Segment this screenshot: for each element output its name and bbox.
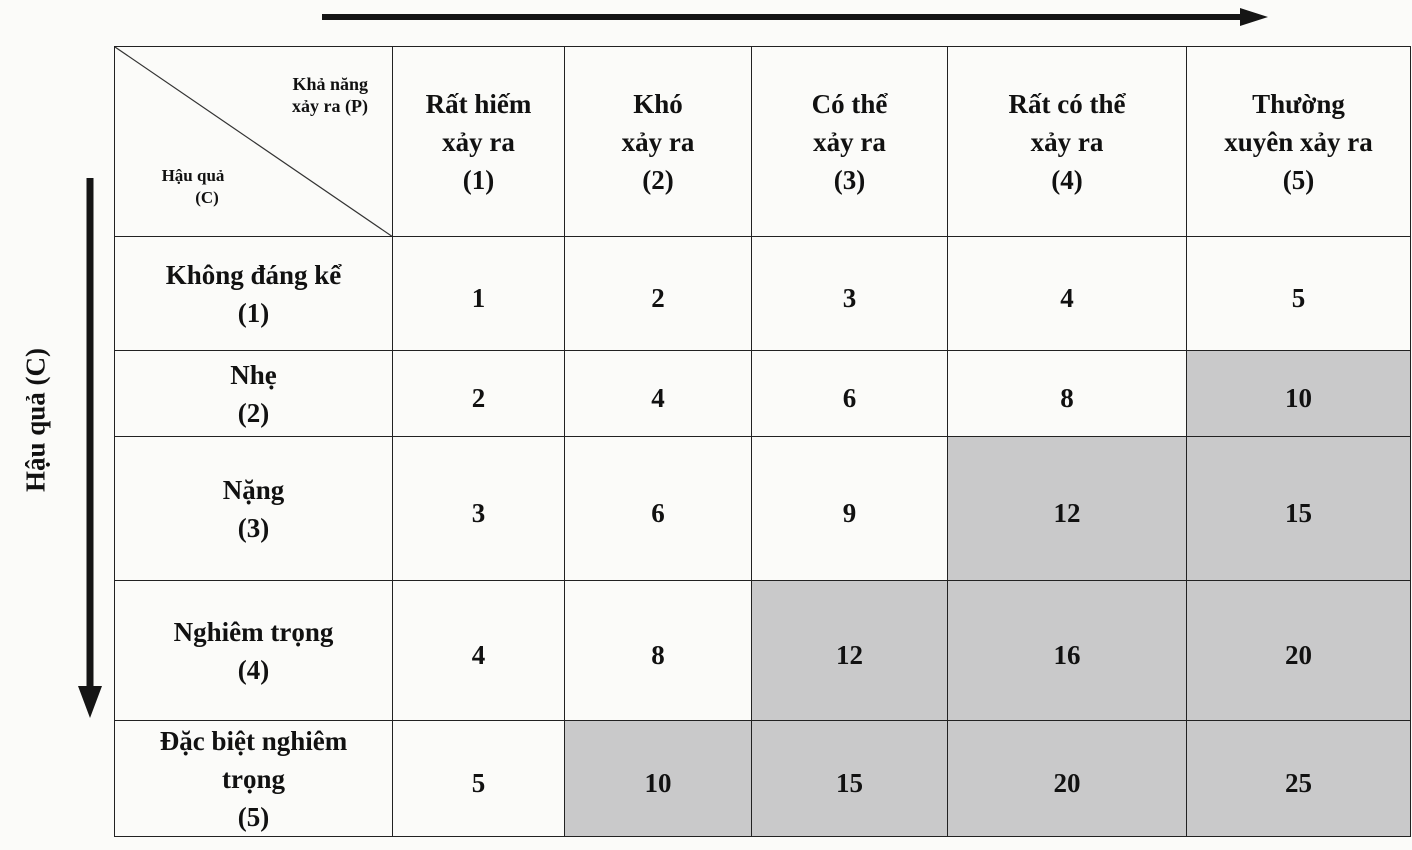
risk-score-value: 12	[836, 640, 863, 670]
risk-score-value: 16	[1053, 640, 1081, 670]
column-header-line: Khó	[633, 88, 683, 119]
risk-score-value: 10	[644, 768, 672, 798]
matrix-row	[115, 237, 1411, 351]
risk-score-value: 5	[471, 768, 486, 798]
consequence-corner-label	[143, 165, 243, 209]
risk-score-cell	[393, 351, 565, 437]
risk-score-cell	[948, 581, 1187, 721]
column-header-line: xảy ra	[813, 126, 886, 157]
column-header-line: (4)	[1051, 164, 1083, 195]
column-header-line: xảy ra	[442, 126, 515, 157]
risk-score-value: 20	[1285, 640, 1312, 670]
risk-score-cell	[1187, 437, 1411, 581]
consequence-corner-line2: (C)	[195, 188, 219, 207]
likelihood-corner-line2: xảy ra (P)	[292, 96, 368, 116]
column-header-line: Rất hiếm	[425, 88, 532, 119]
risk-matrix-table	[114, 46, 1411, 837]
matrix-row	[115, 351, 1411, 437]
risk-score-cell	[948, 351, 1187, 437]
risk-score-value: 3	[842, 283, 857, 313]
column-header-line: (1)	[462, 164, 495, 195]
risk-score-cell	[565, 237, 752, 351]
row-header-line: (4)	[237, 654, 270, 685]
risk-score-value: 8	[651, 640, 665, 670]
risk-score-cell	[1187, 721, 1411, 837]
risk-score-cell	[948, 721, 1187, 837]
column-header-line: xảy ra	[621, 126, 695, 157]
column-header-line: (2)	[642, 164, 674, 195]
column-header-line: (5)	[1282, 164, 1315, 195]
risk-score-value: 5	[1291, 283, 1306, 313]
risk-score-value: 6	[651, 498, 665, 528]
matrix-row	[115, 581, 1411, 721]
corner-header-cell	[115, 47, 393, 237]
row-header-line: Nặng	[222, 474, 285, 505]
risk-score-value: 8	[1060, 383, 1074, 413]
risk-score-cell	[565, 437, 752, 581]
consequence-corner-line1: Hậu quả	[161, 166, 225, 185]
column-header-line: (3)	[833, 164, 866, 195]
risk-score-cell	[565, 581, 752, 721]
risk-score-cell	[393, 581, 565, 721]
risk-score-cell	[948, 237, 1187, 351]
risk-score-cell	[752, 237, 948, 351]
row-header-1	[115, 237, 393, 351]
risk-score-cell	[948, 437, 1187, 581]
risk-score-cell	[393, 237, 565, 351]
risk-score-value: 15	[836, 768, 863, 798]
risk-score-value: 4	[1060, 283, 1074, 313]
column-header-3	[752, 47, 948, 237]
row-header-line: Đặc biệt nghiêm	[159, 725, 348, 756]
column-header-line: Thường	[1252, 88, 1345, 119]
row-header-line: (5)	[237, 801, 270, 832]
risk-score-cell	[752, 351, 948, 437]
row-header-3	[115, 437, 393, 581]
column-header-line: xảy ra	[1030, 126, 1104, 157]
row-header-line: (3)	[237, 512, 270, 543]
consequence-axis-label: Hậu quả (C)	[20, 347, 51, 493]
risk-score-value: 4	[471, 640, 486, 670]
risk-score-cell	[752, 437, 948, 581]
risk-score-cell	[565, 721, 752, 837]
column-header-4	[948, 47, 1187, 237]
risk-score-value: 15	[1285, 498, 1312, 528]
risk-score-value: 9	[842, 498, 857, 528]
risk-score-cell	[752, 721, 948, 837]
matrix-row	[115, 721, 1411, 837]
risk-score-cell	[393, 721, 565, 837]
row-header-5	[115, 721, 393, 837]
row-header-line: (1)	[237, 297, 270, 328]
row-header-line: Không đáng kể	[165, 259, 342, 290]
row-header-line: Nhẹ	[230, 359, 277, 390]
row-header-2	[115, 351, 393, 437]
risk-score-value: 12	[1053, 498, 1081, 528]
consequence-axis-arrow	[78, 178, 102, 718]
risk-score-value: 3	[471, 498, 486, 528]
column-header-line: Có thể	[811, 88, 888, 119]
risk-score-value: 10	[1285, 383, 1312, 413]
risk-score-cell	[752, 581, 948, 721]
risk-score-value: 20	[1053, 768, 1081, 798]
risk-score-value: 4	[651, 383, 665, 413]
likelihood-corner-label	[238, 73, 368, 117]
row-header-4	[115, 581, 393, 721]
risk-score-cell	[393, 437, 565, 581]
risk-score-value: 25	[1285, 768, 1312, 798]
risk-score-cell	[1187, 351, 1411, 437]
column-header-line: Rất có thể	[1008, 88, 1126, 119]
likelihood-corner-line1: Khả năng	[292, 74, 368, 94]
risk-score-value: 1	[471, 283, 486, 313]
column-header-2	[565, 47, 752, 237]
matrix-row	[115, 437, 1411, 581]
risk-score-value: 2	[651, 283, 665, 313]
risk-score-cell	[1187, 581, 1411, 721]
risk-score-value: 6	[842, 383, 857, 413]
row-header-line: (2)	[237, 397, 270, 428]
column-header-line: xuyên xảy ra	[1224, 126, 1373, 157]
risk-score-cell	[565, 351, 752, 437]
column-header-5	[1187, 47, 1411, 237]
risk-score-cell	[1187, 237, 1411, 351]
row-header-line: Nghiêm trọng	[173, 616, 334, 647]
likelihood-axis-arrow	[322, 8, 1268, 26]
row-header-line: trọng	[222, 763, 285, 794]
risk-score-value: 2	[471, 383, 486, 413]
column-header-1	[393, 47, 565, 237]
